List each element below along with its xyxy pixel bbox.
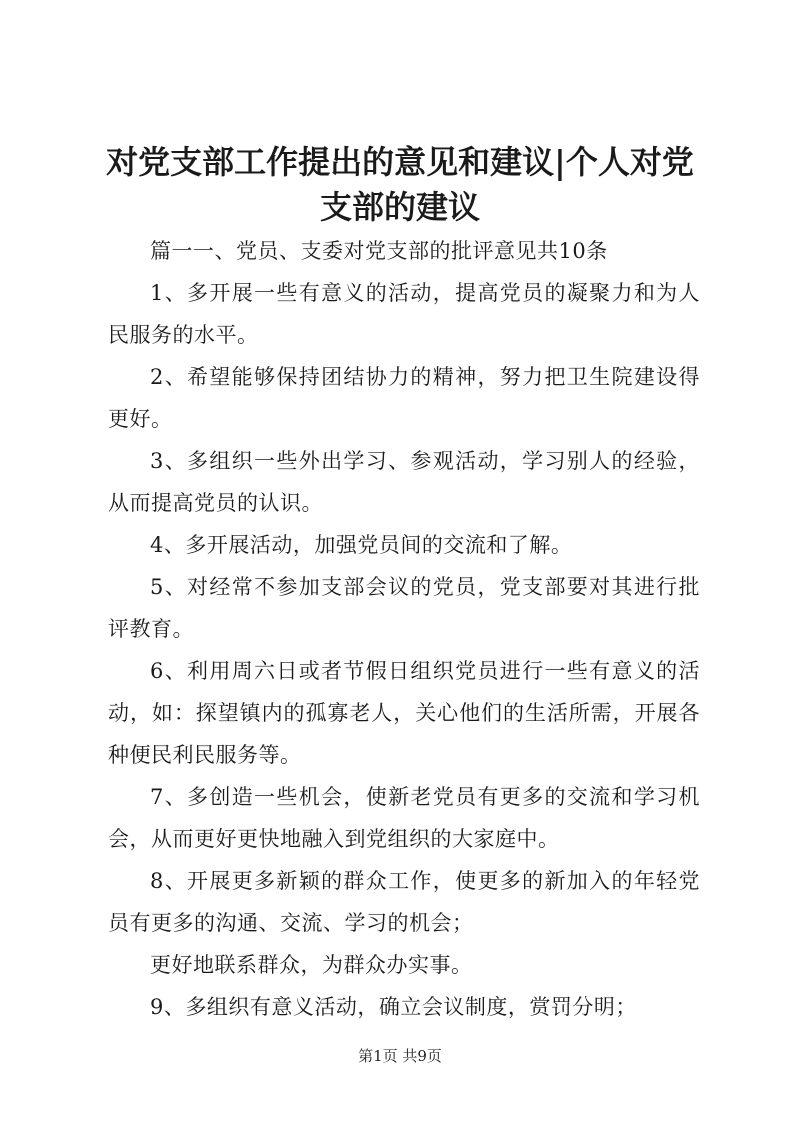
- paragraph-item-4: 4、多开展活动，加强党员间的交流和了解。: [150, 533, 573, 557]
- page-footer: 第1页 共9页: [358, 1047, 442, 1065]
- paragraph-item-9: 9、多组织有意义活动，确立会议制度，赏罚分明；: [150, 995, 637, 1019]
- paragraph-intro: 篇一一、党员、支委对党支部的批评意见共10条: [150, 239, 608, 263]
- paragraph-item-8: 8、开展更多新颖的群众工作，使更多的新加入的年轻党员有更多的沟通、交流、学习的机会；: [108, 869, 700, 935]
- paragraph-item-5: 5、对经常不参加支部会议的党员，党支部要对其进行批评教育。: [108, 575, 700, 641]
- document-body: [108, 230, 700, 1028]
- document-title: 对党支部工作提出的意见和建议|个人对党支部的建议: [106, 143, 694, 226]
- paragraph-item-1: 1、多开展一些有意义的活动，提高党员的凝聚力和为人民服务的水平。: [108, 281, 700, 347]
- paragraph-item-6: 6、利用周六日或者节假日组织党员进行一些有意义的活动，如：探望镇内的孤寡老人，关心他们的生活所需，开展各种便民利民服务等。: [108, 659, 700, 767]
- paragraph-item-7: 7、多创造一些机会，使新老党员有更多的交流和学习机会，从而更好更快地融入到党组织的大家庭中。: [108, 785, 700, 851]
- paragraph-item-8-continued: 更好地联系群众，为群众办实事。: [150, 953, 473, 977]
- paragraph-item-2: 2、希望能够保持团结协力的精神，努力把卫生院建设得更好。: [108, 365, 700, 431]
- paragraph-item-3: 3、多组织一些外出学习、参观活动，学习别人的经验，从而提高党员的认识。: [108, 449, 700, 515]
